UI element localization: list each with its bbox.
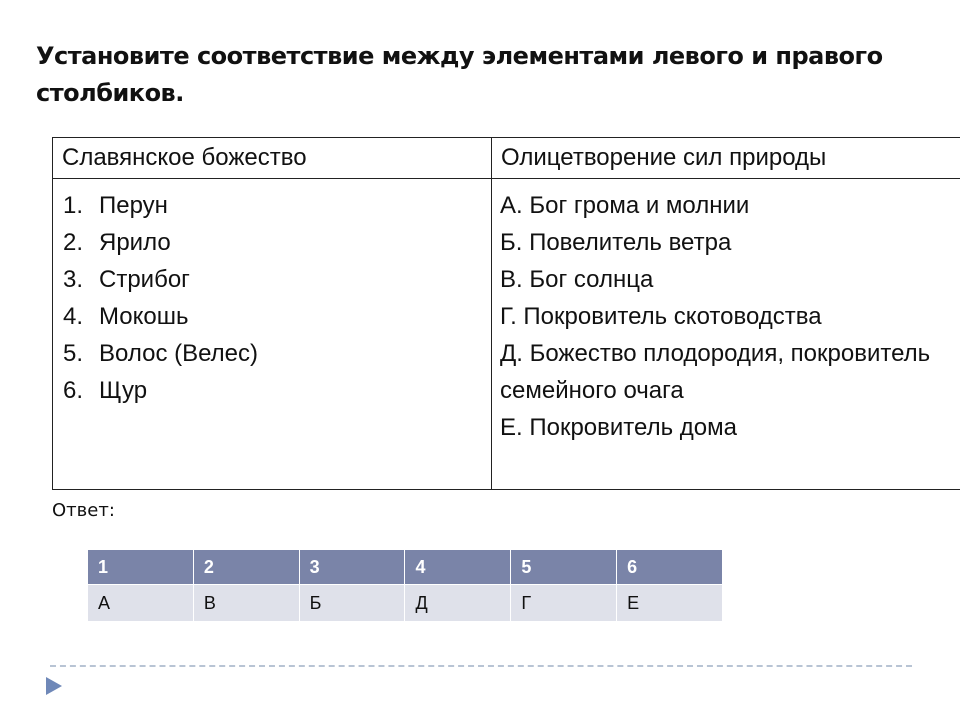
answer-number-cell: 6 <box>617 550 723 585</box>
page-title: Установите соответствие между элементами левого и правого столбиков. <box>36 42 883 107</box>
answer-number-cell: 1 <box>88 550 194 585</box>
list-item: Г. Покровитель скотоводства <box>500 303 822 330</box>
deities-cell <box>53 179 492 490</box>
list-item: 5. Волос (Велес) <box>63 340 259 367</box>
list-item: В. Бог солнца <box>500 266 654 293</box>
list-item: 1. Перун <box>63 192 168 219</box>
matching-table <box>52 137 960 490</box>
list-item: 4. Мокошь <box>63 303 189 330</box>
header-right-cell <box>492 138 960 179</box>
answer-numbers-row <box>88 550 723 585</box>
table-body-row <box>53 179 960 490</box>
deities-list <box>53 179 491 409</box>
header-nature-forces: Олицетворение сил природы <box>501 144 827 171</box>
answer-letter-cell: В <box>193 585 299 622</box>
list-item: Е. Покровитель дома <box>500 414 737 441</box>
table-header-row <box>53 138 960 179</box>
answer-letter-cell: Д <box>405 585 511 622</box>
answer-letter-cell: Г <box>511 585 617 622</box>
answer-letter-cell: Б <box>299 585 405 622</box>
list-item: Д. Божество плодородия, покровитель семейного очага <box>500 340 931 404</box>
answer-letter-cell: А <box>88 585 194 622</box>
answer-number-cell: 4 <box>405 550 511 585</box>
list-item: 2. Ярило <box>63 229 171 256</box>
list-item: 6. Щур <box>63 377 148 404</box>
descriptions-list <box>492 179 960 446</box>
header-deity: Славянское божество <box>62 144 307 171</box>
list-item: 3. Стрибог <box>63 266 190 293</box>
list-item: Б. Повелитель ветра <box>500 229 732 256</box>
list-item: А. Бог грома и молнии <box>500 192 750 219</box>
play-arrow-icon[interactable] <box>44 676 64 696</box>
answer-label: Ответ: <box>52 500 115 521</box>
answer-letters-row <box>88 585 723 622</box>
answer-number-cell: 3 <box>299 550 405 585</box>
answer-number-cell: 5 <box>511 550 617 585</box>
header-left-cell <box>53 138 492 179</box>
answer-number-cell: 2 <box>193 550 299 585</box>
descriptions-cell <box>492 179 960 490</box>
answer-letter-cell: Е <box>617 585 723 622</box>
arrow-shape <box>46 677 62 695</box>
answer-table <box>87 549 723 622</box>
slide-divider <box>50 665 912 667</box>
